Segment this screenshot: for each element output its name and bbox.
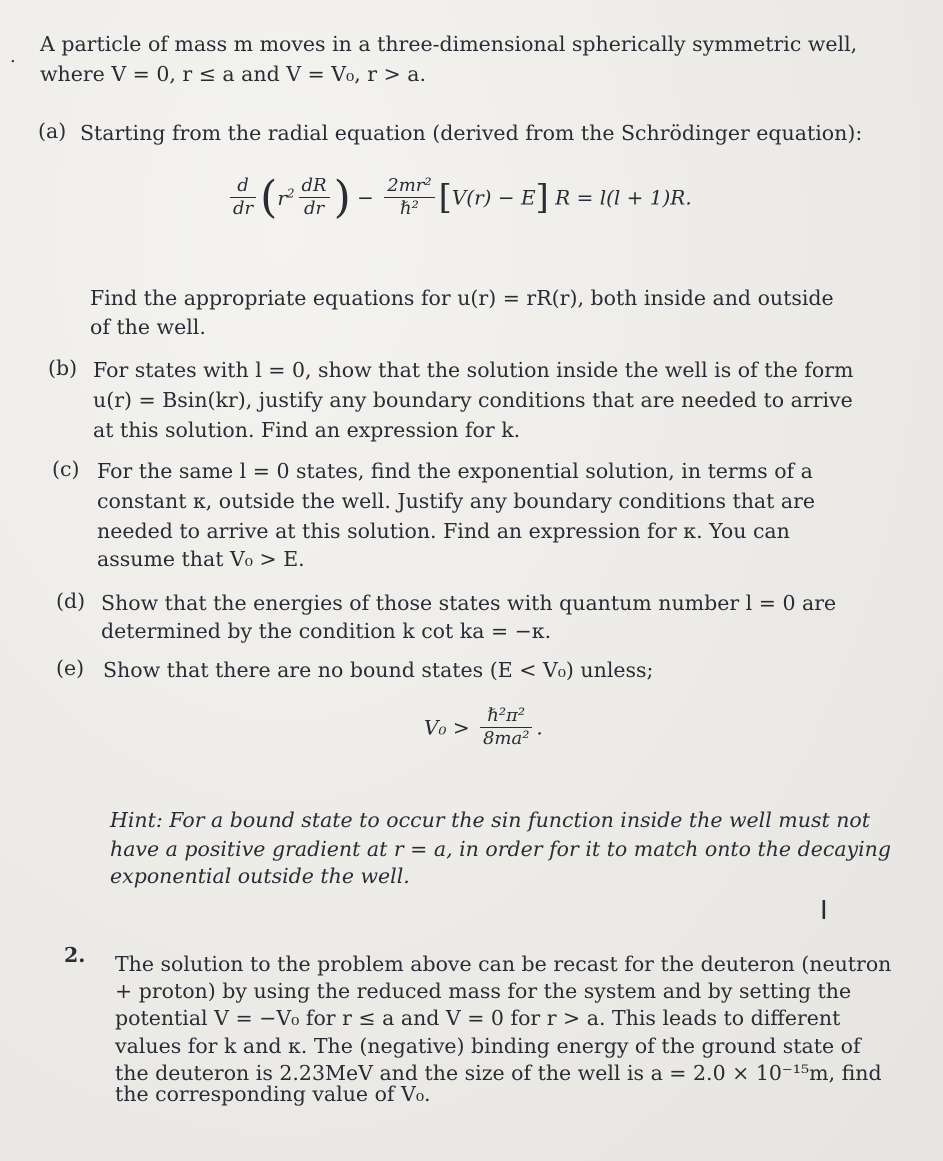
part-c-line-2: constant κ, outside the well. Justify any boundary conditions that are bbox=[97, 489, 816, 513]
part-c-line-4: assume that V₀ > E. bbox=[97, 547, 305, 571]
hint-line-3: exponential outside the well. bbox=[110, 864, 410, 888]
d-denominator: dr bbox=[233, 198, 254, 219]
dR-denominator: dr bbox=[303, 198, 325, 219]
part-b-line-1: For states with l = 0, show that the solution inside the well is of the form bbox=[93, 358, 854, 382]
part-e-text: Show that there are no bound states (E < V₀) unless; bbox=[103, 658, 654, 682]
part-d-line-2: determined by the condition k cot ka = −κ. bbox=[101, 619, 552, 643]
question-2-line-5: the deuteron is 2.23MeV and the size of the well is a = 2.0 × 10⁻¹⁵m, find bbox=[115, 1061, 882, 1085]
coefficient-denominator: ℏ² bbox=[400, 198, 419, 219]
intro-line-1: A particle of mass m moves in a three-dimensional spherically symmetric well, bbox=[40, 32, 858, 56]
d-numerator: d bbox=[230, 175, 256, 198]
part-b-line-3: at this solution. Find an expression for k. bbox=[93, 418, 521, 442]
left-paren: ( bbox=[260, 172, 278, 223]
d-dr-fraction bbox=[230, 175, 256, 220]
question-2-label: 2. bbox=[64, 943, 86, 967]
bound-state-inequality bbox=[424, 705, 543, 750]
right-paren: ) bbox=[333, 172, 351, 223]
part-b-label: (b) bbox=[48, 356, 78, 380]
dR-dr-fraction bbox=[299, 175, 330, 220]
inequality-denominator: 8ma² bbox=[482, 728, 530, 749]
hint-line-2: have a positive gradient at r = a, in order for it to match onto the decaying bbox=[110, 837, 892, 861]
question-2-line-6: the corresponding value of V₀. bbox=[115, 1082, 431, 1106]
question-2-line-4: values for k and κ. The (negative) binding energy of the ground state of bbox=[115, 1034, 861, 1058]
bullet-mark: . bbox=[10, 46, 16, 67]
part-e-label: (e) bbox=[56, 656, 85, 680]
inequality-fraction bbox=[480, 705, 532, 750]
inequality-numerator: ℏ²π² bbox=[480, 705, 532, 728]
part-c-line-1: For the same l = 0 states, find the exponential solution, in terms of a bbox=[97, 459, 813, 483]
part-d-line-1: Show that the energies of those states with quantum number l = 0 are bbox=[101, 591, 837, 615]
inequality-lhs: V₀ > bbox=[424, 715, 470, 740]
part-d-label: (d) bbox=[56, 589, 86, 613]
part-a-find-line-2: of the well. bbox=[90, 315, 206, 339]
part-c-line-3: needed to arrive at this solution. Find an expression for κ. You can bbox=[97, 519, 790, 543]
question-2-line-2: + proton) by using the reduced mass for the system and by setting the bbox=[115, 979, 852, 1003]
part-b-line-2: u(r) = Bsin(kr), justify any boundary conditions that are needed to arrive bbox=[93, 388, 853, 412]
text-cursor-icon: I bbox=[820, 896, 828, 926]
coefficient-fraction bbox=[384, 175, 434, 220]
dR-numerator: dR bbox=[299, 175, 330, 198]
coefficient-numerator: 2mr² bbox=[384, 175, 434, 198]
intro-line-2: where V = 0, r ≤ a and V = V₀, r > a. bbox=[40, 62, 427, 86]
radial-equation: $\frac{d}{dr}$ ($r^2$ $\frac{dR}{dr}$ ) − $\frac{\text{2mr²}}{\text{ℏ²}}$ [V(r) − E] R = l(l + 1)R. bbox=[226, 172, 692, 223]
question-2-line-1: The solution to the problem above can be recast for the deuteron (neutron bbox=[115, 952, 892, 976]
question-2-line-3: potential V = −V₀ for r ≤ a and V = 0 for r > a. This leads to different bbox=[115, 1006, 841, 1030]
hint-line-1: Hint: For a bound state to occur the sin function inside the well must not bbox=[110, 808, 871, 832]
part-c-label: (c) bbox=[52, 457, 80, 481]
part-a-find-line-1: Find the appropriate equations for u(r) = rR(r), both inside and outside bbox=[90, 286, 834, 310]
part-a-label: (a) bbox=[38, 119, 67, 143]
part-a-text: Starting from the radial equation (derived from the Schrödinger equation): bbox=[80, 121, 863, 145]
inequality-tail: . bbox=[536, 715, 543, 740]
equation-rhs: R = l(l + 1)R. bbox=[555, 185, 692, 210]
